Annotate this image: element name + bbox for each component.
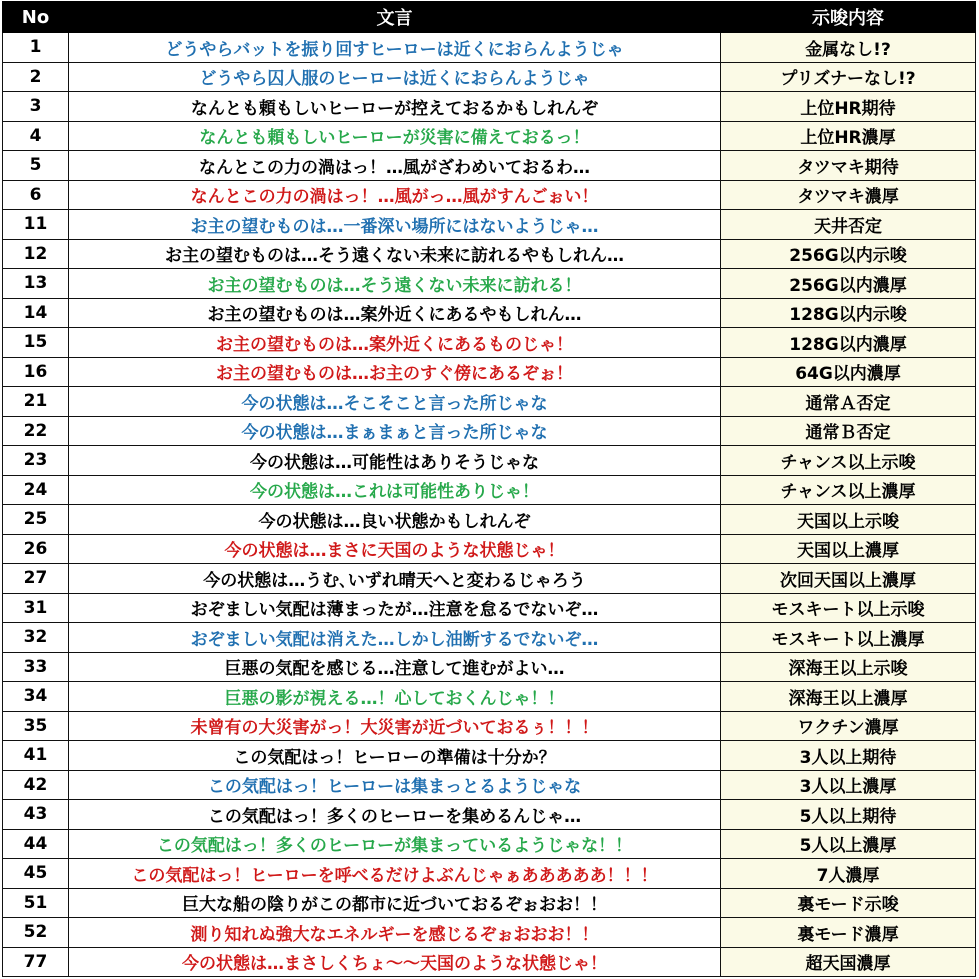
table-row — [3, 180, 976, 210]
row-number: 22 — [3, 416, 69, 446]
row-message: 巨悪の気配を感じる…注意して進むがよい… — [69, 652, 721, 682]
row-message: お主の望むものは…そう遠くない未来に訪れる！ — [69, 269, 721, 299]
row-hint: 128G以内示唆 — [721, 298, 976, 328]
row-message: 今の状態は…そこそこと言った所じゃな — [69, 387, 721, 417]
header-no: No — [3, 2, 69, 33]
table-row — [3, 918, 976, 948]
row-number: 77 — [3, 947, 69, 977]
table-row — [3, 121, 976, 151]
row-message: おぞましい気配は消えた…しかし油断するでないぞ… — [69, 623, 721, 653]
row-hint: 裏モード濃厚 — [721, 918, 976, 948]
row-number: 15 — [3, 328, 69, 358]
header-row — [3, 2, 976, 33]
table-row — [3, 151, 976, 181]
table-row — [3, 888, 976, 918]
table-row — [3, 859, 976, 889]
table-body — [3, 33, 976, 977]
table-row — [3, 328, 976, 358]
row-hint: 天井否定 — [721, 210, 976, 240]
table-row — [3, 947, 976, 977]
row-number: 25 — [3, 505, 69, 535]
row-message: 未曾有の大災害がっ！大災害が近づいておるぅ！！！ — [69, 711, 721, 741]
hint-table — [2, 1, 976, 977]
row-hint: 通常Ｂ否定 — [721, 416, 976, 446]
table-row — [3, 416, 976, 446]
row-number: 12 — [3, 239, 69, 269]
table-row — [3, 534, 976, 564]
row-message: おぞましい気配は薄まったが…注意を怠るでないぞ… — [69, 593, 721, 623]
table-row — [3, 829, 976, 859]
row-message: 今の状態は…まぁまぁと言った所じゃな — [69, 416, 721, 446]
row-message: お主の望むものは…一番深い場所にはないようじゃ… — [69, 210, 721, 240]
row-hint: タツマキ期待 — [721, 151, 976, 181]
row-hint: 5人以上濃厚 — [721, 829, 976, 859]
row-hint: 7人濃厚 — [721, 859, 976, 889]
row-hint: プリズナーなし!? — [721, 62, 976, 92]
row-message: なんとも頼もしいヒーローが控えておるかもしれんぞ — [69, 92, 721, 122]
row-message: なんとこの力の渦はっ！…風がざわめいておるわ… — [69, 151, 721, 181]
row-hint: モスキート以上濃厚 — [721, 623, 976, 653]
table-row — [3, 475, 976, 505]
row-number: 42 — [3, 770, 69, 800]
row-number: 51 — [3, 888, 69, 918]
row-hint: 裏モード示唆 — [721, 888, 976, 918]
row-message: お主の望むものは…そう遠くない未来に訪れるやもしれん… — [69, 239, 721, 269]
row-hint: 128G以内濃厚 — [721, 328, 976, 358]
row-message: 今の状態は…可能性はありそうじゃな — [69, 446, 721, 476]
row-number: 24 — [3, 475, 69, 505]
row-hint: 深海王以上示唆 — [721, 652, 976, 682]
row-hint: 天国以上濃厚 — [721, 534, 976, 564]
row-message: お主の望むものは…案外近くにあるものじゃ！ — [69, 328, 721, 358]
row-number: 41 — [3, 741, 69, 771]
row-number: 43 — [3, 800, 69, 830]
row-message: 今の状態は…これは可能性ありじゃ！ — [69, 475, 721, 505]
row-number: 44 — [3, 829, 69, 859]
table-row — [3, 682, 976, 712]
table-row — [3, 446, 976, 476]
row-hint: 3人以上期待 — [721, 741, 976, 771]
row-hint: チャンス以上濃厚 — [721, 475, 976, 505]
row-number: 4 — [3, 121, 69, 151]
row-message: なんとこの力の渦はっ！…風がっ…風がすんごぉい！ — [69, 180, 721, 210]
row-number: 1 — [3, 33, 69, 63]
row-message: この気配はっ！ヒーローの準備は十分か？ — [69, 741, 721, 771]
row-hint: 64G以内濃厚 — [721, 357, 976, 387]
table-row — [3, 623, 976, 653]
row-message: お主の望むものは…案外近くにあるやもしれん… — [69, 298, 721, 328]
row-number: 35 — [3, 711, 69, 741]
row-hint: ワクチン濃厚 — [721, 711, 976, 741]
row-message: この気配はっ！多くのヒーローを集めるんじゃ… — [69, 800, 721, 830]
row-number: 21 — [3, 387, 69, 417]
row-number: 52 — [3, 918, 69, 948]
row-message: どうやら囚人服のヒーローは近くにおらんようじゃ — [69, 62, 721, 92]
row-message: この気配はっ！多くのヒーローが集まっているようじゃな！！ — [69, 829, 721, 859]
table-row — [3, 652, 976, 682]
row-number: 5 — [3, 151, 69, 181]
row-hint: 256G以内濃厚 — [721, 269, 976, 299]
table-row — [3, 741, 976, 771]
row-number: 13 — [3, 269, 69, 299]
row-number: 34 — [3, 682, 69, 712]
header-hint: 示唆内容 — [721, 2, 976, 33]
row-number: 27 — [3, 564, 69, 594]
row-number: 33 — [3, 652, 69, 682]
row-number: 23 — [3, 446, 69, 476]
row-message: 巨悪の影が視える…！心しておくんじゃ！！ — [69, 682, 721, 712]
row-message: お主の望むものは…お主のすぐ傍にあるぞぉ！ — [69, 357, 721, 387]
row-message: 測り知れぬ強大なエネルギーを感じるぞぉおおお！！ — [69, 918, 721, 948]
row-hint: 天国以上示唆 — [721, 505, 976, 535]
row-message: この気配はっ！ヒーローは集まっとるようじゃな — [69, 770, 721, 800]
row-number: 6 — [3, 180, 69, 210]
row-message: この気配はっ！ヒーローを呼べるだけよぶんじゃぁあああああ！！！ — [69, 859, 721, 889]
row-message: 今の状態は…うむ､いずれ晴天へと変わるじゃろう — [69, 564, 721, 594]
row-message: なんとも頼もしいヒーローが災害に備えておるっ！ — [69, 121, 721, 151]
header-message: 文言 — [69, 2, 721, 33]
row-message: 巨大な船の陰りがこの都市に近づいておるぞぉおお！！ — [69, 888, 721, 918]
row-message: 今の状態は…良い状態かもしれんぞ — [69, 505, 721, 535]
row-hint: 金属なし!? — [721, 33, 976, 63]
row-hint: 256G以内示唆 — [721, 239, 976, 269]
row-message: 今の状態は…まさに天国のような状態じゃ！ — [69, 534, 721, 564]
row-hint: 超天国濃厚 — [721, 947, 976, 977]
table-row — [3, 33, 976, 63]
row-message: 今の状態は…まさしくちょ～～天国のような状態じゃ！ — [69, 947, 721, 977]
row-hint: 3人以上濃厚 — [721, 770, 976, 800]
row-hint: モスキート以上示唆 — [721, 593, 976, 623]
row-number: 16 — [3, 357, 69, 387]
row-number: 11 — [3, 210, 69, 240]
row-number: 14 — [3, 298, 69, 328]
table-row — [3, 800, 976, 830]
table-row — [3, 298, 976, 328]
row-number: 26 — [3, 534, 69, 564]
row-hint: 通常Ａ否定 — [721, 387, 976, 417]
row-hint: タツマキ濃厚 — [721, 180, 976, 210]
row-hint: チャンス以上示唆 — [721, 446, 976, 476]
row-number: 45 — [3, 859, 69, 889]
table-row — [3, 564, 976, 594]
table-row — [3, 210, 976, 240]
table-row — [3, 505, 976, 535]
row-hint: 上位HR濃厚 — [721, 121, 976, 151]
table-row — [3, 387, 976, 417]
table-row — [3, 593, 976, 623]
row-message: どうやらバットを振り回すヒーローは近くにおらんようじゃ — [69, 33, 721, 63]
row-hint: 5人以上期待 — [721, 800, 976, 830]
table-row — [3, 269, 976, 299]
table-row — [3, 62, 976, 92]
row-number: 31 — [3, 593, 69, 623]
row-number: 3 — [3, 92, 69, 122]
table-row — [3, 770, 976, 800]
row-number: 2 — [3, 62, 69, 92]
row-hint: 次回天国以上濃厚 — [721, 564, 976, 594]
row-hint: 上位HR期待 — [721, 92, 976, 122]
row-number: 32 — [3, 623, 69, 653]
table-row — [3, 92, 976, 122]
row-hint: 深海王以上濃厚 — [721, 682, 976, 712]
table-row — [3, 711, 976, 741]
table-row — [3, 239, 976, 269]
table-row — [3, 357, 976, 387]
